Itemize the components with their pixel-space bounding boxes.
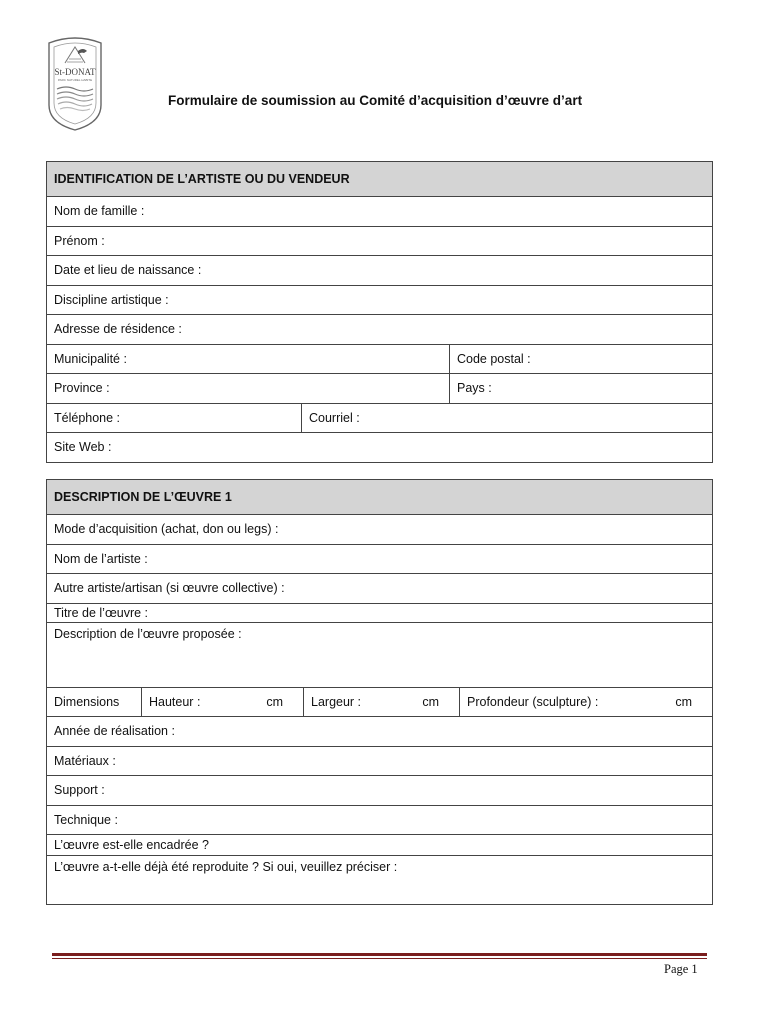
section-header-artwork: DESCRIPTION DE L’ŒUVRE 1 [47,480,713,515]
artwork-title-field[interactable]: Titre de l’œuvre : [47,603,713,622]
section-header-identification: IDENTIFICATION DE L’ARTISTE OU DU VENDEUR [47,162,713,197]
artist-name-field[interactable]: Nom de l’artiste : [47,544,713,574]
height-unit: cm [266,694,283,709]
st-donat-logo [45,33,105,131]
artwork-description-field[interactable]: Description de l’œuvre proposée : [47,622,713,687]
other-artist-field[interactable]: Autre artiste/artisan (si œuvre collective) : [47,574,713,604]
last-name-field[interactable]: Nom de famille : [47,197,713,227]
artist-identification-table [46,161,713,463]
depth-label: Profondeur (sculpture) : [467,694,599,709]
technique-field[interactable]: Technique : [47,805,713,835]
support-field[interactable]: Support : [47,776,713,806]
acquisition-mode-field[interactable]: Mode d’acquisition (achat, don ou legs) : [47,515,713,545]
width-unit: cm [422,694,439,709]
materials-field[interactable]: Matériaux : [47,746,713,776]
width-field[interactable] [304,687,460,717]
footer-rule-thin [52,958,707,959]
depth-field[interactable] [460,687,713,717]
height-label: Hauteur : [149,694,201,709]
phone-field[interactable]: Téléphone : [47,403,302,433]
depth-unit: cm [675,694,692,709]
height-field[interactable] [142,687,304,717]
width-label: Largeur : [311,694,362,709]
postal-code-field[interactable]: Code postal : [450,344,713,374]
municipality-field[interactable]: Municipalité : [47,344,450,374]
dimensions-label: Dimensions [47,687,142,717]
artwork-description-table [46,479,713,905]
footer-rule [52,953,707,956]
birth-date-place-field[interactable]: Date et lieu de naissance : [47,256,713,286]
logo-wordmark: St-DONAT [54,67,96,77]
residence-address-field[interactable]: Adresse de résidence : [47,315,713,345]
website-field[interactable]: Site Web : [47,433,713,463]
first-name-field[interactable]: Prénom : [47,226,713,256]
creation-year-field[interactable]: Année de réalisation : [47,717,713,747]
country-field[interactable]: Pays : [450,374,713,404]
email-field[interactable]: Courriel : [302,403,713,433]
reproduced-field[interactable]: L’œuvre a-t-elle déjà été reproduite ? Si oui, veuillez préciser : [47,856,713,905]
artistic-discipline-field[interactable]: Discipline artistique : [47,285,713,315]
page-number: Page 1 [664,962,698,976]
framed-field[interactable]: L’œuvre est-elle encadrée ? [47,835,713,856]
form-title: Formulaire de soumission au Comité d’acquisition d’œuvre d’art [168,93,583,108]
province-field[interactable]: Province : [47,374,450,404]
logo-tagline: PARC NATUREL HABITE [57,78,93,82]
